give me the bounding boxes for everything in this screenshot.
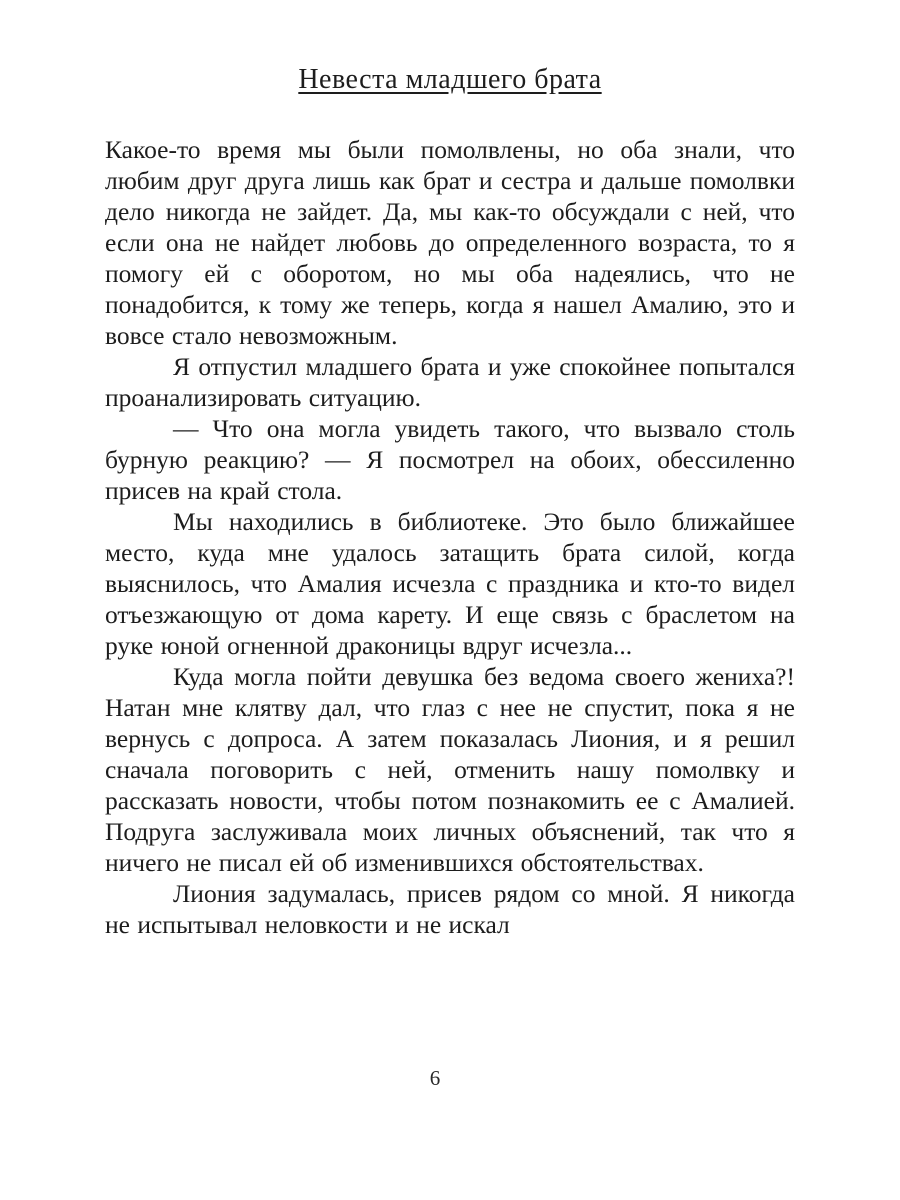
chapter-title: Невеста младшего брата (298, 64, 602, 95)
body-text (105, 134, 795, 940)
paragraph: — Что она могла увидеть такого, что вызвало столь бурную реакцию? — Я посмотрел на обоих, обессиленно присев на край стола. (105, 414, 795, 505)
page-number: 6 (429, 1066, 441, 1090)
paragraph: Мы находились в библиотеке. Это было ближайшее место, куда мне удалось затащить брата силой, когда выяснилось, что Амалия исчезла с праздника и кто-то видел отъезжающую от дома карету. И еще связь с браслетом на руке юной огненной драконицы вдруг исчезла... (105, 507, 795, 660)
page-content (105, 64, 795, 940)
paragraph: Я отпустил младшего брата и уже спокойнее попытался проанализировать ситуацию. (105, 352, 795, 412)
paragraph: Куда могла пойти девушка без ведома своего жениха?! Натан мне клятву дал, что глаз с нее не спустит, пока я не вернусь с допроса. А затем показалась Лиония, и я решил сначала поговорить с ней, отменить нашу помолвку и рассказать новости, чтобы потом познакомить ее с Амалией. Подруга заслуживала моих личных объяснений, так что я ничего не писал ей об изменившихся обстоятельствах. (105, 662, 795, 877)
paragraph: Какое-то время мы были помолвлены, но оба знали, что любим друг друга лишь как брат и сестра и дальше помолвки дело никогда не зайдет. Да, мы как-то обсуждали с ней, что если она не найдет любовь до определенного возраста, то я помогу ей с оборотом, но мы оба надеялись, что не понадобится, к тому же теперь, когда я нашел Амалию, это и вовсе стало невозможным. (105, 135, 795, 350)
paragraph: Лиония задумалась, присев рядом со мной. Я никогда не испытывал неловкости и не искал (105, 879, 795, 939)
